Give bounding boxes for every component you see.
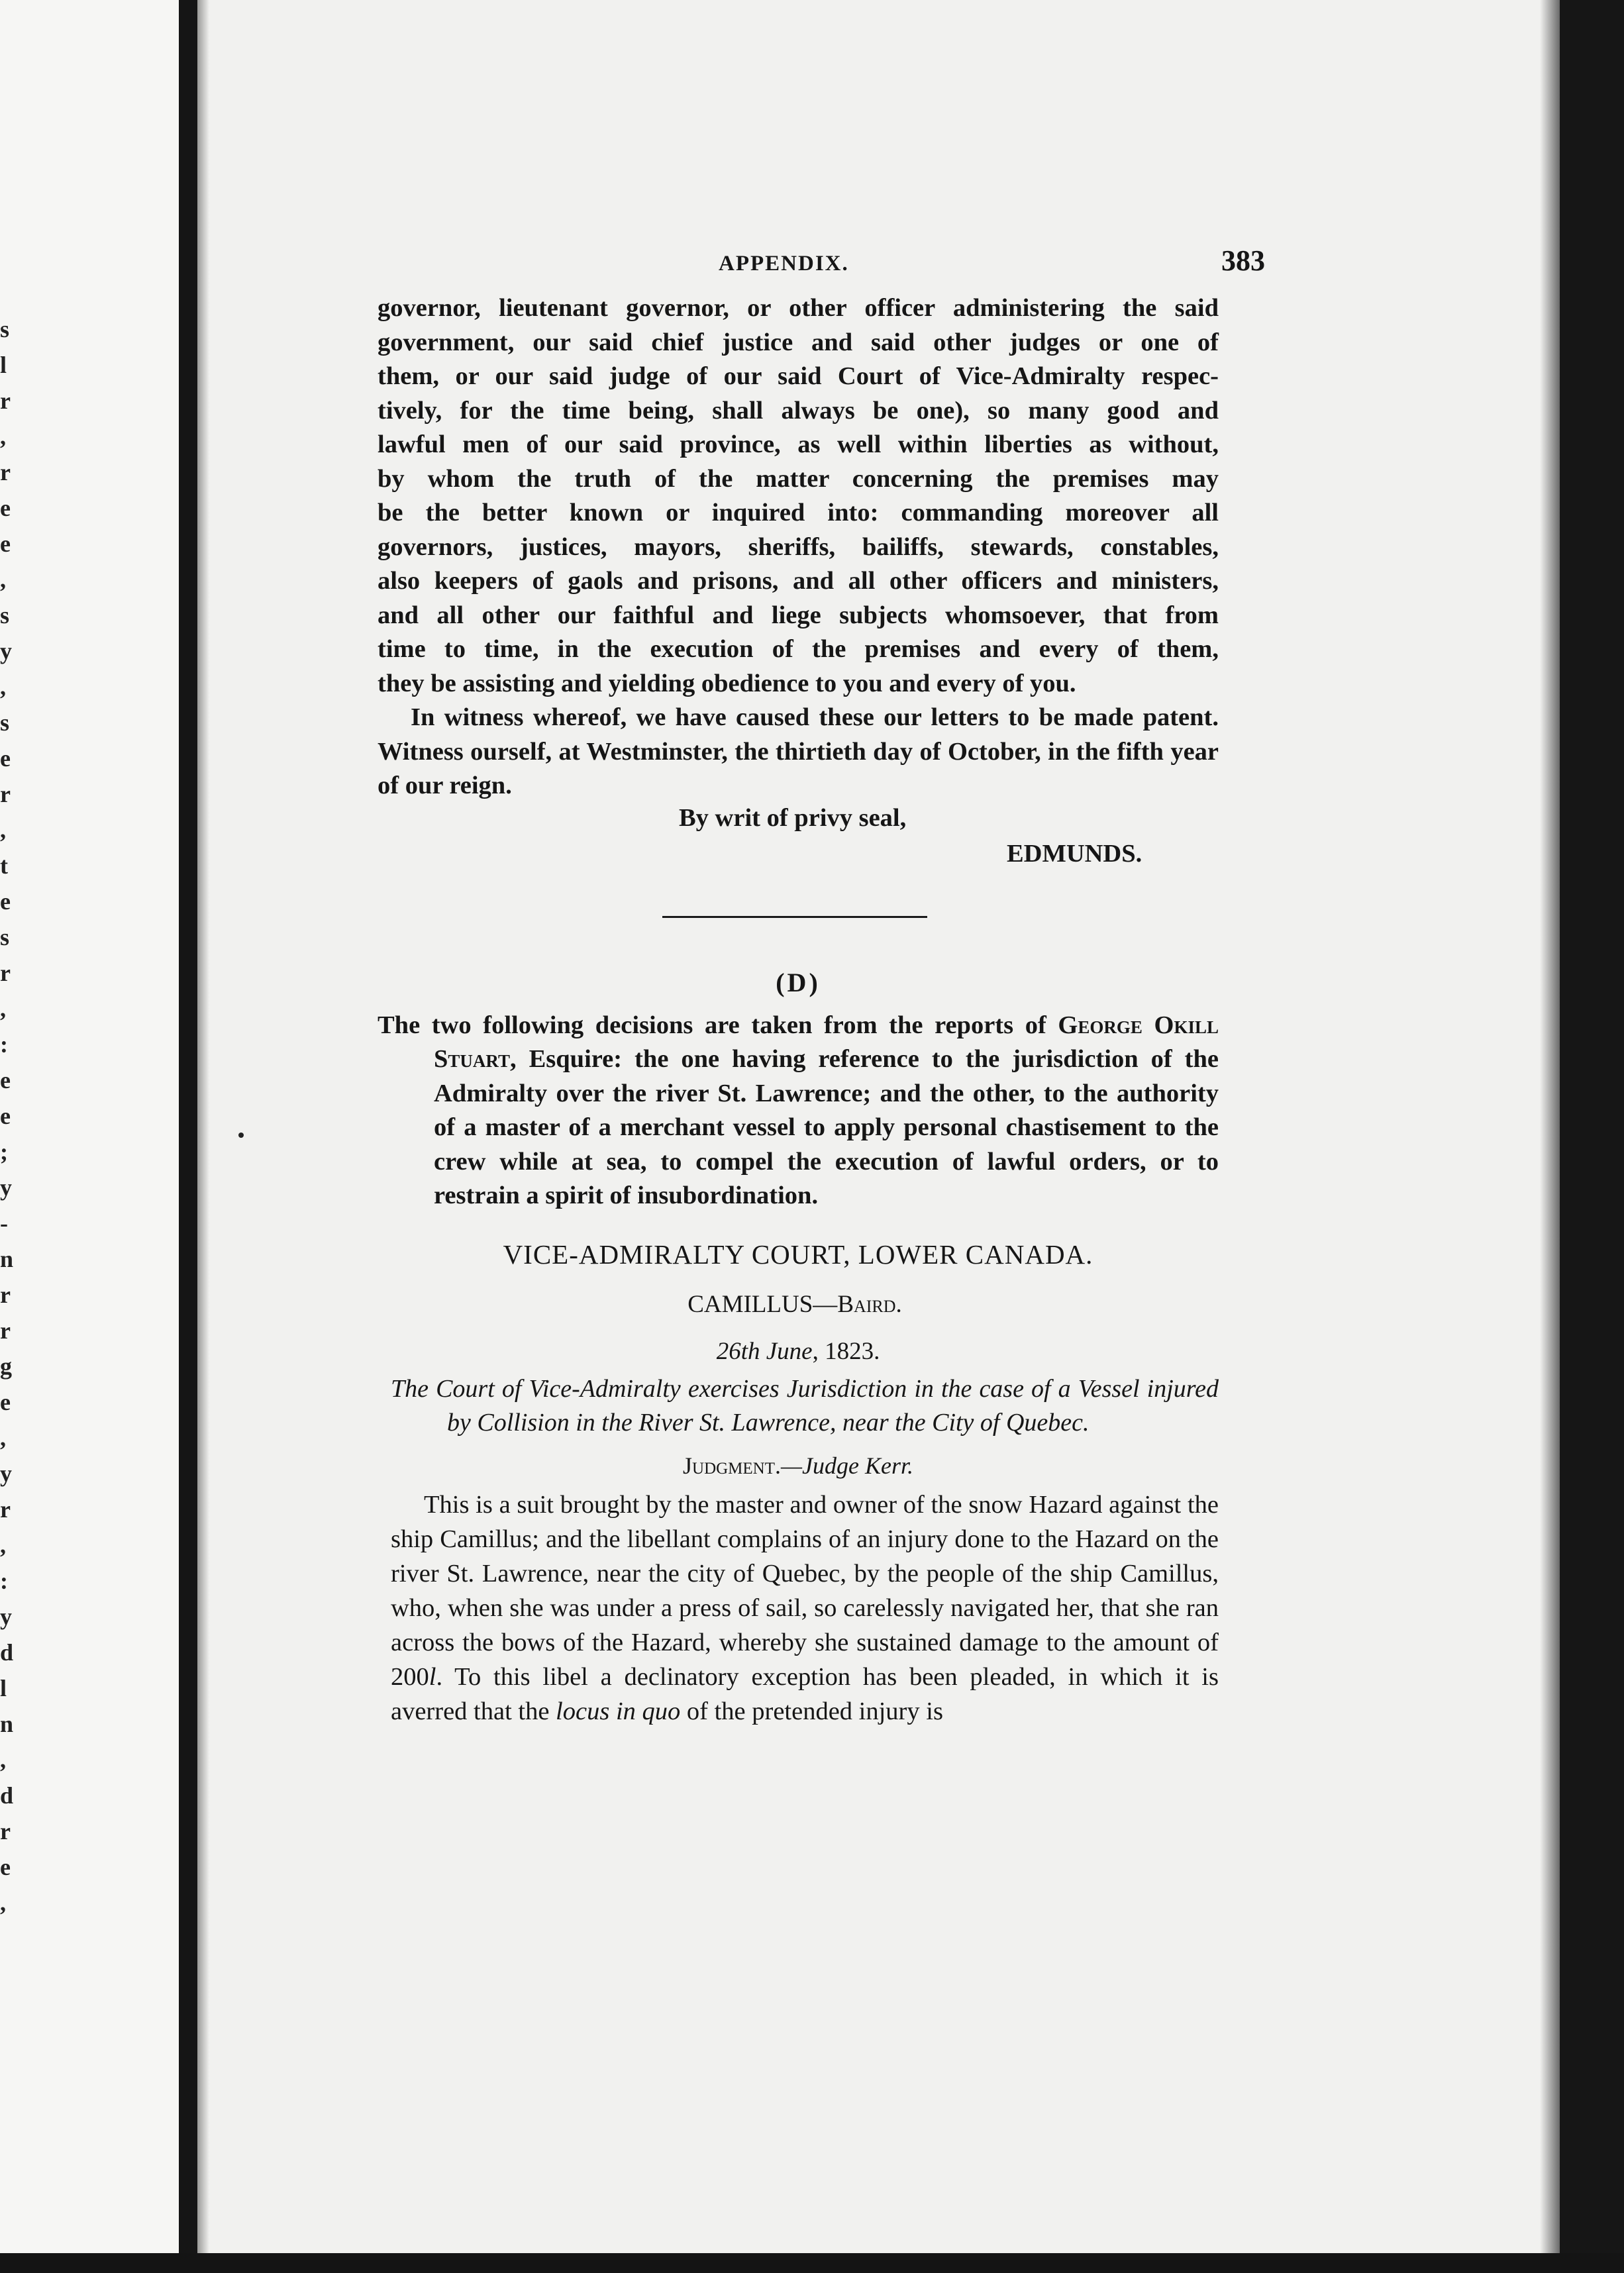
by-writ-text: By writ of privy seal, xyxy=(679,803,907,832)
book-page xyxy=(378,244,1265,1729)
margin-fragment: , xyxy=(0,423,6,450)
letters-patent-text xyxy=(378,291,1219,701)
margin-fragment: r xyxy=(0,1317,11,1344)
date-day: 26th June xyxy=(716,1337,813,1365)
margin-fragment: e xyxy=(0,530,11,557)
facing-page-letter-fragments xyxy=(0,311,13,1921)
margin-fragment: l xyxy=(0,352,7,378)
intro-start: The two following decisions are taken from the reports of xyxy=(378,1011,1058,1039)
case-title xyxy=(371,1290,1219,1319)
signature-line xyxy=(378,839,1219,883)
margin-fragment: l xyxy=(0,1675,7,1701)
margin-fragment: y xyxy=(0,1174,12,1201)
grant-line: and all other our faithful and liege subjects whomsoever, that from xyxy=(378,601,1219,629)
grant-line: tively, for the time being, shall always be one), so many good and xyxy=(378,396,1219,425)
page-number: 383 xyxy=(1221,244,1265,277)
page-right-edge xyxy=(1560,0,1624,2273)
decision-date xyxy=(378,1337,1219,1366)
body-pounds: l xyxy=(429,1662,436,1691)
margin-fragment: s xyxy=(0,924,10,950)
margin-fragment: - xyxy=(0,1210,8,1237)
grant-line: be the better known or inquired into: commanding moreover all xyxy=(378,499,1219,527)
margin-fragment: ; xyxy=(0,1138,8,1165)
running-title: APPENDIX. xyxy=(719,252,849,276)
ink-speck xyxy=(238,1133,244,1138)
margin-fragment: s xyxy=(0,709,10,736)
grant-line: governors, justices, mayors, sheriffs, bailiffs, stewards, constables, xyxy=(378,532,1219,561)
right-edge-shadow xyxy=(1540,0,1560,2273)
margin-fragment: e xyxy=(0,1067,11,1093)
margin-fragment: r xyxy=(0,1496,11,1523)
margin-fragment: , xyxy=(0,995,6,1022)
margin-fragment: d xyxy=(0,1782,14,1809)
margin-fragment: , xyxy=(0,1746,6,1773)
case-name: CAMILLUS— xyxy=(687,1290,838,1318)
section-intro xyxy=(378,1009,1219,1213)
headnote: The Court of Vice-Admiralty exercises Jurisdiction in the case of a Vessel injured by Collision in the River St. Lawrence, near the City of Quebec. xyxy=(391,1374,1219,1437)
margin-fragment: , xyxy=(0,1425,6,1451)
grant-line: they be assisting and yielding obedience to you and every of you. xyxy=(378,669,1076,697)
margin-fragment: , xyxy=(0,566,6,593)
signatory-name: EDMUNDS. xyxy=(1007,839,1142,868)
margin-fragment: n xyxy=(0,1711,14,1737)
case-party: Baird. xyxy=(837,1290,902,1318)
running-header xyxy=(378,244,1265,291)
body-mid: . To this libel a declinatory exception has been pleaded, in which it is averred that the xyxy=(391,1662,1219,1725)
grant-line: government, our said chief justice and said other judges or one of xyxy=(378,328,1219,356)
margin-fragment: r xyxy=(0,1282,11,1308)
margin-fragment: e xyxy=(0,1103,11,1129)
margin-fragment: g xyxy=(0,1353,12,1380)
intro-rest: , Esquire: the one having reference to the jurisdiction of the Admiralty over the river St. Lawrence; and the other, to the authority of a master of a merchant vessel to apply personal chastisement to the crew while at sea, to compel the execution of lawful orders, or to restrain a spirit of insubordination. xyxy=(434,1045,1219,1209)
margin-fragment: s xyxy=(0,316,10,342)
margin-fragment: r xyxy=(0,459,11,485)
margin-fragment: y xyxy=(0,638,12,664)
facing-page-edge xyxy=(0,0,179,2273)
witness-paragraph: In witness whereof, we have caused these our letters to be made patent. Witness ourself, at Westminster, the thirtieth day of October, in the fifth year of our reign. xyxy=(378,703,1219,799)
grant-line: lawful men of our said province, as well within liberties as without, xyxy=(378,430,1219,458)
margin-fragment: y xyxy=(0,1603,12,1630)
court-heading: VICE-ADMIRALTY COURT, LOWER CANADA. xyxy=(503,1238,1093,1270)
writ-line xyxy=(378,803,1219,843)
margin-fragment: d xyxy=(0,1639,14,1666)
margin-fragment: y xyxy=(0,1460,12,1487)
book-gutter xyxy=(179,0,197,2273)
margin-fragment: : xyxy=(0,1031,8,1058)
section-divider xyxy=(662,916,927,918)
judgment-judge: —Judge Kerr. xyxy=(781,1452,913,1479)
margin-fragment: s xyxy=(0,602,10,629)
margin-fragment: , xyxy=(0,817,6,843)
margin-fragment: , xyxy=(0,674,6,700)
margin-fragment: n xyxy=(0,1246,14,1272)
margin-fragment: , xyxy=(0,1890,6,1916)
margin-fragment: r xyxy=(0,387,11,414)
margin-fragment: e xyxy=(0,495,11,521)
grant-line: by whom the truth of the matter concerning the premises may xyxy=(378,464,1219,493)
grant-line: them, or our said judge of our said Court of Vice-Admiralty respec- xyxy=(378,362,1219,390)
date-year: , 1823. xyxy=(812,1337,880,1365)
body-end: of the pretended injury is xyxy=(680,1697,943,1725)
margin-fragment: e xyxy=(0,1389,11,1415)
margin-fragment: e xyxy=(0,745,11,772)
margin-fragment: : xyxy=(0,1568,8,1594)
judgment-heading xyxy=(378,1452,1219,1480)
margin-fragment: r xyxy=(0,781,11,807)
margin-fragment: t xyxy=(0,852,8,879)
grant-line: also keepers of gaols and prisons, and all other officers and ministers, xyxy=(378,567,1219,595)
body-start: This is a suit brought by the master and owner of the snow Hazard against the ship Camillus; and the libellant complains of an injury done to the Hazard on the river St. Lawrence, near the city of Quebec, by the people of the ship Camillus, who, when she was under a press of sail, so carelessly navigated her, that she ran across the bows of the Hazard, whereby she sustained damage to the amount of 200 xyxy=(391,1490,1219,1691)
page-bottom-edge xyxy=(0,2253,1624,2273)
gutter-shadow xyxy=(197,0,209,2273)
grant-line: time to time, in the execution of the premises and every of them, xyxy=(378,635,1219,663)
judgment-paragraph xyxy=(391,1488,1219,1729)
judgment-label: Judgment. xyxy=(683,1452,781,1479)
margin-fragment: r xyxy=(0,960,11,986)
margin-fragment: , xyxy=(0,1532,6,1558)
margin-fragment: e xyxy=(0,1854,11,1880)
appendix-section-label: (D) xyxy=(776,967,821,997)
margin-fragment: e xyxy=(0,888,11,915)
grant-line: governor, lieutenant governor, or other officer administering the said xyxy=(378,294,1219,322)
body-latin: locus in quo xyxy=(556,1697,681,1725)
reporter-name: George Okill Stuart xyxy=(434,1011,1219,1073)
margin-fragment: r xyxy=(0,1818,11,1844)
